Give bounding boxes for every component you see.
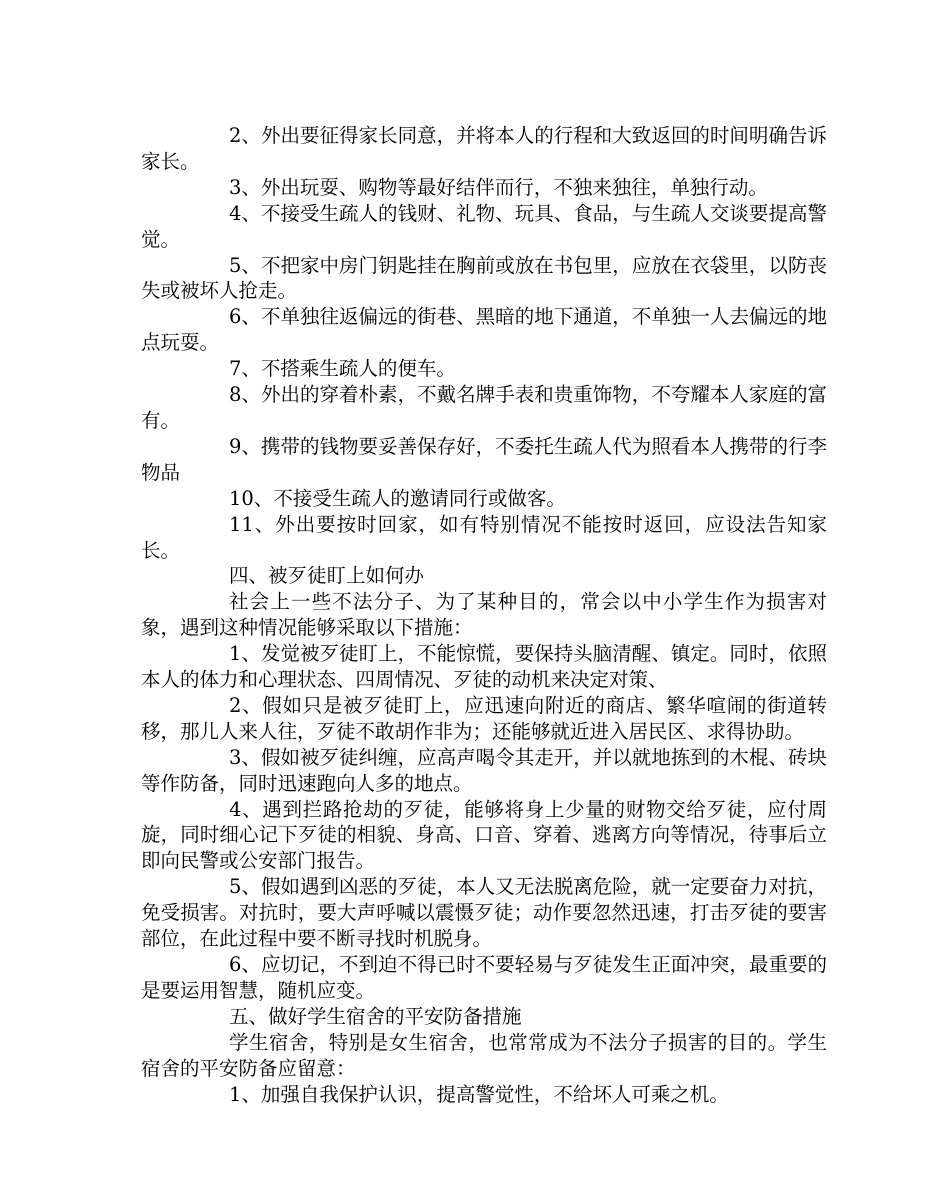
- document-body: [141, 123, 827, 1107]
- paragraph-13: 1、发觉被歹徒盯上，不能惊慌，要保持头脑清醒、镇定。同时，依照本人的体力和心理状态、四周情况、歹徒的动机来决定对策、: [141, 642, 827, 692]
- paragraph-8: 9、携带的钱物要妥善保存好，不委托生疏人代为照看本人携带的行李物品: [141, 434, 827, 484]
- paragraph-2: 3、外出玩耍、购物等最好结伴而行，不独来独往，单独行动。: [229, 175, 768, 199]
- section-heading-4: 四、被歹徒盯上如何办: [229, 564, 425, 588]
- paragraph-7: 8、外出的穿着朴素，不戴名牌手表和贵重饰物，不夸耀本人家庭的富有。: [141, 383, 827, 432]
- paragraph-14: 2、假如只是被歹徒盯上，应迅速向附近的商店、繁华喧闹的街道转移，那儿人来人往，歹徒不敢胡作非为；还能够就近进入居民区、求得协助。: [141, 693, 827, 743]
- paragraph-21: 1、加强自我保护认识，提高警觉性，不给坏人可乘之机。: [229, 1082, 729, 1106]
- paragraph-15: 3、假如被歹徒纠缠，应高声喝令其走开，并以就地拣到的木棍、砖块等作防备，同时迅速跑向人多的地点。: [141, 745, 827, 795]
- paragraph-18: 6、应切记，不到迫不得已时不要轻易与歹徒发生正面冲突，最重要的是要运用智慧，随机应变。: [141, 953, 827, 1002]
- paragraph-1: 2、外出要征得家长同意，并将本人的行程和大致返回的时间明确告诉家长。: [141, 124, 827, 173]
- paragraph-6: 7、不搭乘生疏人的便车。: [229, 357, 456, 381]
- paragraph-5: 6、不单独往返偏远的街巷、黑暗的地下通道，不单独一人去偏远的地点玩耍。: [141, 305, 827, 355]
- paragraph-10: 11、外出要按时回家，如有特别情况不能按时返回，应设法告知家长。: [141, 512, 827, 562]
- paragraph-17: 5、假如遇到凶恶的歹徒，本人又无法脱离危险，就一定要奋力对抗，免受损害。对抗时，要大声呼喊以震慑歹徒；动作要忽然迅速，打击歹徒的要害部位，在此过程中要不断寻找时机脱身。: [141, 875, 827, 951]
- section-heading-5: 五、做好学生宿舍的平安防备措施: [229, 1004, 522, 1028]
- paragraph-9: 10、不接受生疏人的邀请同行或做客。: [229, 486, 566, 510]
- paragraph-16: 4、遇到拦路抢劫的歹徒，能够将身上少量的财物交给歹徒，应付周旋，同时细心记下歹徒的相貌、身高、口音、穿着、逃离方向等情况，待事后立即向民警或公安部门报告。: [141, 797, 827, 873]
- paragraph-3: 4、不接受生疏人的钱财、礼物、玩具、食品，与生疏人交谈要提高警觉。: [141, 201, 827, 251]
- paragraph-20: 学生宿舍，特别是女生宿舍，也常常成为不法分子损害的目的。学生宿舍的平安防备应留意：: [141, 1030, 827, 1080]
- paragraph-12: 社会上一些不法分子、为了某种目的，常会以中小学生作为损害对象，遇到这种情况能够采取以下措施：: [141, 590, 827, 640]
- paragraph-4: 5、不把家中房门钥匙挂在胸前或放在书包里，应放在衣袋里，以防丧失或被坏人抢走。: [141, 253, 827, 303]
